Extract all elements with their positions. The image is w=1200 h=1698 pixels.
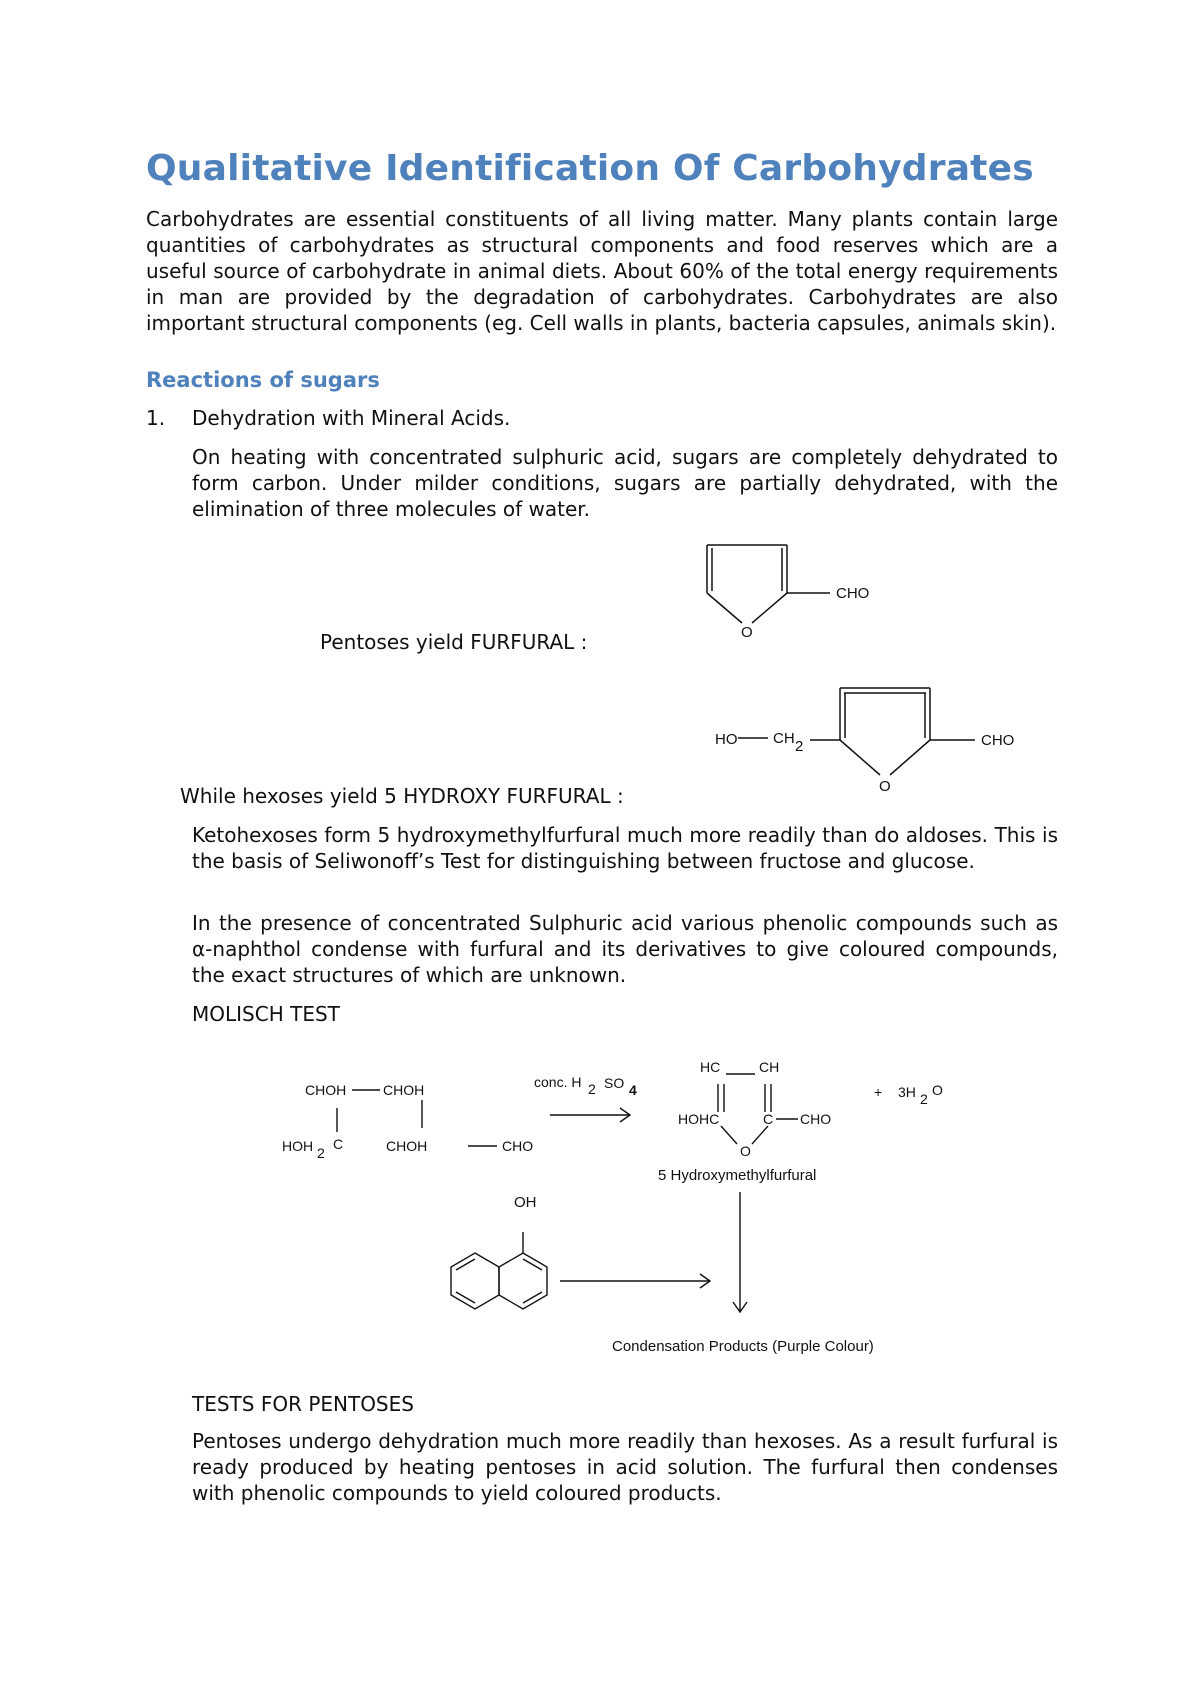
ring-oxygen: O xyxy=(740,1143,751,1159)
reagent-so: SO xyxy=(604,1075,625,1091)
cho-label: CHO xyxy=(981,732,1015,749)
chain-c: C xyxy=(333,1136,344,1152)
chain-hoh: HOH xyxy=(282,1138,314,1154)
phenolic-paragraph: In the presence of concentrated Sulphuric acid various phenolic compounds such as α-naphthol condense with furfural and its derivatives to give coloured compounds, the exact structures of which are unknown. xyxy=(192,911,1058,987)
bond xyxy=(840,740,880,775)
ring-hc: HC xyxy=(700,1059,721,1075)
chain-choh-2: CHOH xyxy=(383,1082,425,1098)
ch-label: CH xyxy=(773,730,795,747)
chain-choh-3: CHOH xyxy=(386,1138,428,1154)
ring-ch: CH xyxy=(759,1059,780,1075)
condensation-label: Condensation Products (Purple Colour) xyxy=(612,1338,874,1355)
molisch-reaction-diagram xyxy=(270,1040,970,1370)
bond xyxy=(523,1259,542,1270)
furfural-structure xyxy=(690,530,910,650)
bond xyxy=(890,740,930,775)
bond xyxy=(752,593,787,623)
pentoses-caption: Pentoses yield FURFURAL : xyxy=(320,630,588,654)
ketohexoses-paragraph: Ketohexoses form 5 hydroxymethylfurfural much more readily than do aldoses. This is the basis of Seliwonoff’s Test for distinguishing between fructose and glucose. xyxy=(192,823,1058,873)
pentoses-tests-heading: TESTS FOR PENTOSES xyxy=(192,1392,414,1416)
molisch-heading: MOLISCH TEST xyxy=(192,1002,340,1026)
ring-hohc: HOHC xyxy=(678,1111,720,1127)
bond xyxy=(523,1292,542,1303)
pentoses-paragraph: Pentoses undergo dehydration much more readily than hexoses. As a result furfural is ready produced by heating pentoses in acid solution. The furfural then condenses with phenolic compounds to yield coloured products. xyxy=(192,1429,1058,1505)
ring-c: C xyxy=(763,1111,774,1127)
water-3h: 3H xyxy=(898,1084,916,1100)
chain-choh-1: CHOH xyxy=(305,1082,347,1098)
ring-oxygen-label: O xyxy=(879,778,891,795)
reagent-subscript-4: 4 xyxy=(629,1082,637,1098)
dehydration-paragraph: On heating with concentrated sulphuric acid, sugars are completely dehydrated to form carbon. Under milder conditions, sugars are partially dehydrated, with the elimination of three molecules of water. xyxy=(192,445,1058,521)
ring-cho: CHO xyxy=(800,1111,832,1127)
water-o: O xyxy=(932,1082,943,1098)
chain-subscript-2: 2 xyxy=(317,1145,325,1161)
chain-cho: CHO xyxy=(502,1138,534,1154)
list-item-title: Dehydration with Mineral Acids. xyxy=(192,406,511,430)
naphthol-ring xyxy=(451,1253,499,1309)
hexoses-caption: While hexoses yield 5 HYDROXY FURFURAL : xyxy=(180,784,624,808)
ho-label: HO xyxy=(715,731,738,748)
bond xyxy=(707,593,742,623)
ring-oxygen-label: O xyxy=(741,624,753,641)
product-label: 5 Hydroxymethylfurfural xyxy=(658,1167,817,1184)
bond xyxy=(721,1126,737,1144)
naphthol-oh: OH xyxy=(514,1194,537,1211)
water-plus: + xyxy=(874,1084,883,1100)
bond xyxy=(456,1292,475,1303)
hydroxymethylfurfural-structure xyxy=(705,675,1035,800)
cho-label: CHO xyxy=(836,585,870,602)
document-title: Qualitative Identification Of Carbohydrates xyxy=(146,148,1034,189)
reagent-conc-h: conc. H xyxy=(534,1074,582,1090)
subscript-2: 2 xyxy=(795,738,804,755)
list-number: 1. xyxy=(146,406,166,430)
section-heading: Reactions of sugars xyxy=(146,368,380,392)
reagent-subscript-2: 2 xyxy=(588,1081,596,1097)
bond xyxy=(456,1259,475,1270)
naphthol-ring xyxy=(499,1253,547,1309)
intro-paragraph: Carbohydrates are essential constituents of all living matter. Many plants contain large quantities of carbohydrates as structural components and food reserves which are a useful source of carbohydrate in animal diets. About 60% of the total energy requirements in man are provided by the degradation of carbohydrates. Carbohydrates are also important structural components (eg. Cell walls in plants, bacteria capsules, animals skin). xyxy=(146,207,1058,335)
bond xyxy=(752,1126,768,1144)
water-subscript-2: 2 xyxy=(920,1091,928,1107)
